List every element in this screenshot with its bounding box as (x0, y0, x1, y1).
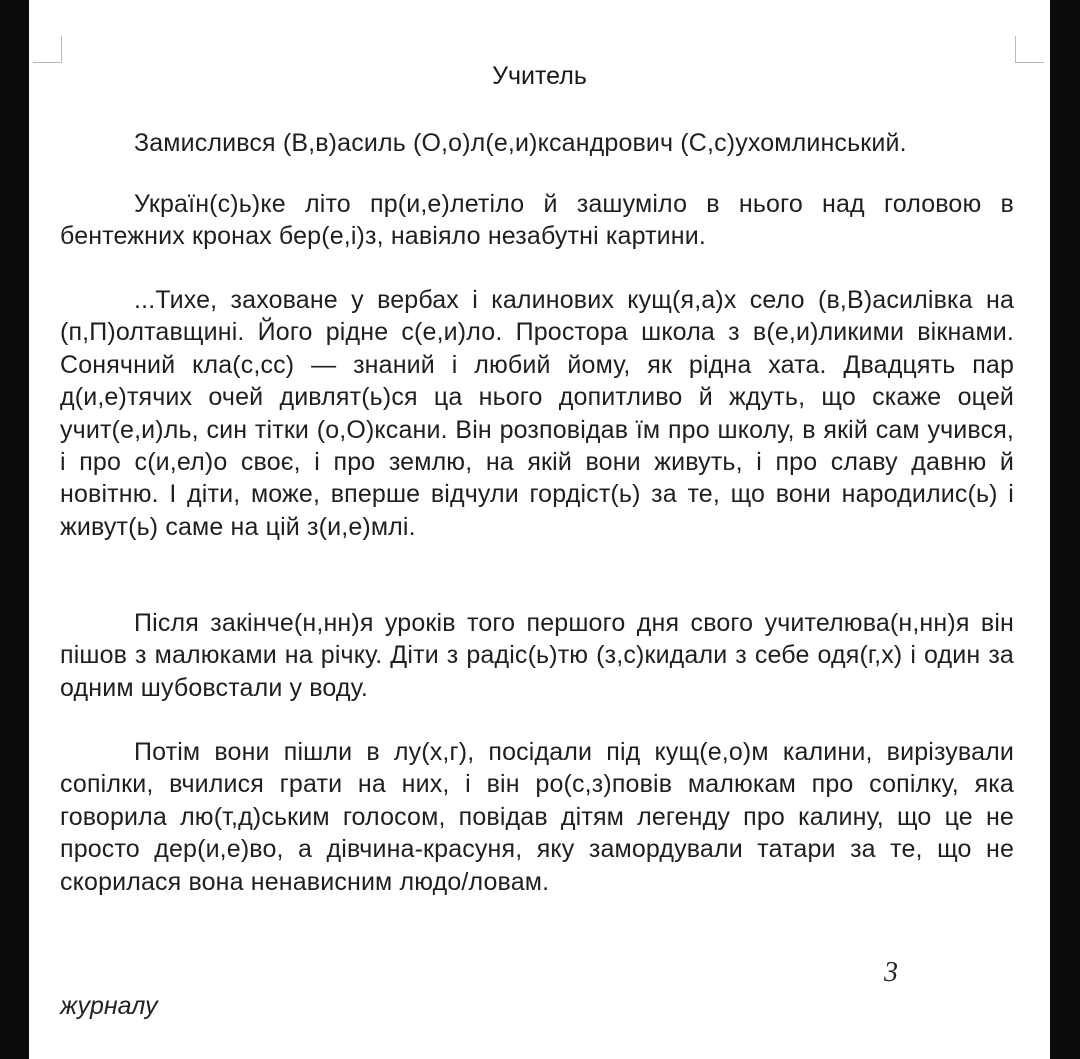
screen-bezel-right (1050, 0, 1080, 1059)
footer-word: журналу (60, 992, 158, 1020)
screen-bezel-left (0, 0, 29, 1059)
document-page[interactable] (29, 0, 1050, 1059)
document-title: Учитель (492, 62, 587, 90)
paragraph-3: ...Тихе, заховане у вербах і калинових кущ(я,а)х село (в,В)асилівка на (п,П)олтавщині. Його рідне с(е,и)ло. Простора школа з в(е,и)ликими вікнами. Сонячний кла(с,сс) — знаний і любий йому, як рідна хата. Двадцять пар д(и,е)тячих очей дивлят(ь)ся ца нього допитливо й ждуть, що скаже оцей учит(е,и)ль, син тітки (о,О)ксани. Він розповідав їм про школу, в якій сам учився, і про с(и,ел)о своє, і про землю, на якій вони живуть, і про славу давню й новітню. І діти, може, вперше відчули гордіст(ь) за те, що вони народилис(ь) і живут(ь) саме на цій з(и,е)млі. (60, 286, 1014, 541)
paragraph-2: Україн(с)ь)ке літо пр(и,е)летіло й зашуміло в нього над головою в бентежних кронах бер(е,і)з, навіяло незабутні картини. (60, 190, 1014, 251)
page-corner-mark-top-left (33, 36, 62, 63)
paragraph-5: Потім вони пішли в лу(х,г), посідали під кущ(е,о)м калини, вирізували сопілки, вчилися грати на них, і він ро(с,з)повів малюкам про сопілку, яка говорила лю(т,д)ським голосом, повідав дітям легенду про калину, що це не просто дер(и,е)во, а дівчина-красуня, яку замордували татари за те, що не скорилася вона ненависним людо/ловам. (60, 738, 1014, 896)
handwritten-mark: 3 (884, 957, 898, 988)
paragraph-4: Після закінче(н,нн)я уроків того першого дня свого учителюва(н,нн)я він пішов з малюками на річку. Діти з радіс(ь)тю (з,с)кидали з себе одя(г,х) і один за одним шубовстали у воду. (60, 609, 1014, 702)
page-corner-mark-top-right (1015, 36, 1044, 63)
paragraph-1: Замислився (В,в)асиль (О,о)л(е,и)ксандрович (С,с)ухомлинський. (134, 129, 907, 157)
